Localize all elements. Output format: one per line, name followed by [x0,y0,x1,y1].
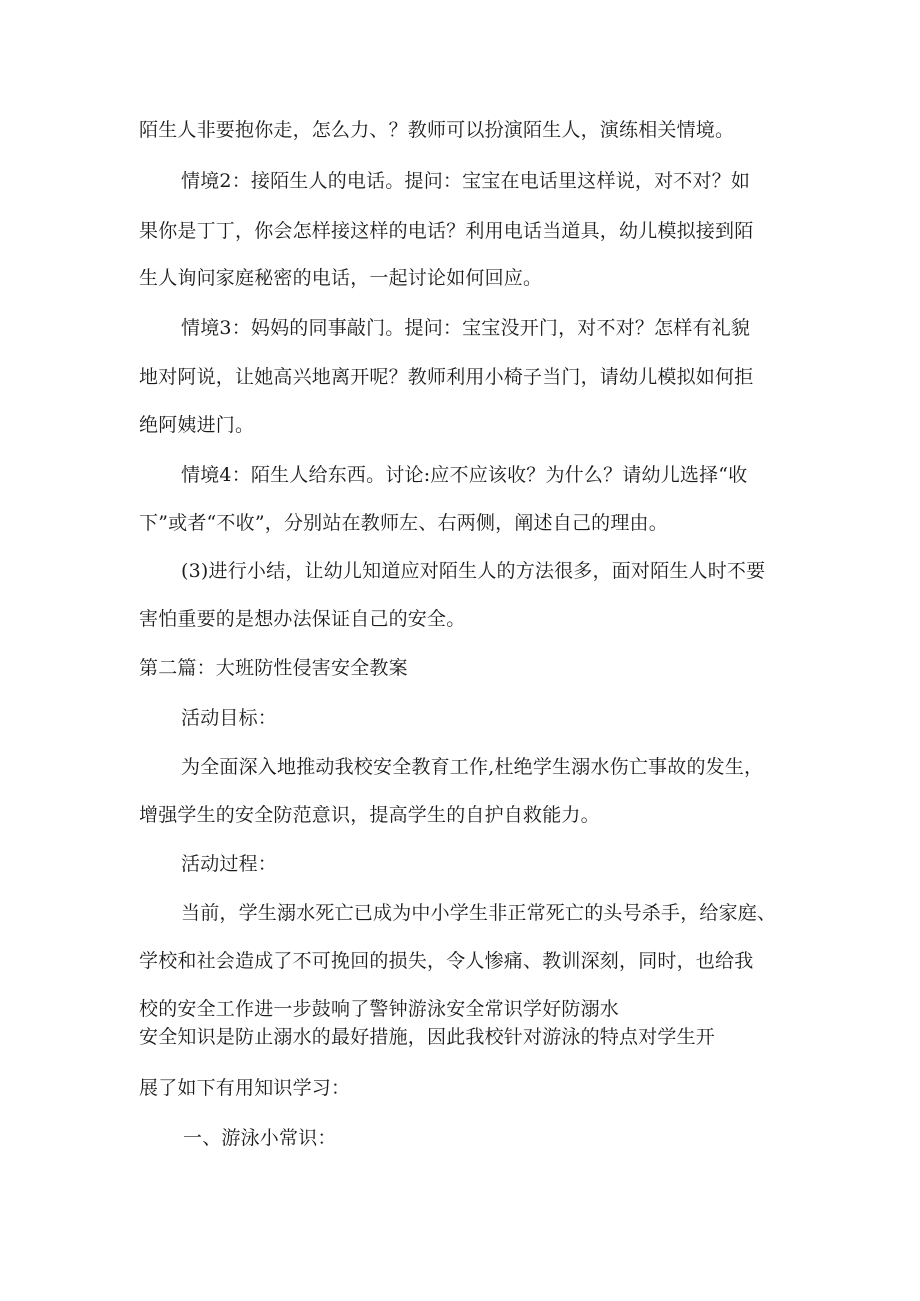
process-paragraph: 当前，学生溺水死亡已成为中小学生非正常死亡的头号杀手，给家庭、 [181,902,777,924]
swimming-tips-heading: 一、游泳小常识： [183,1127,337,1149]
body-text-line: 害怕重要的是想办法保证自己的安全。 [139,608,466,630]
body-text-line: 增强学生的安全防范意识，提高学生的自护自救能力。 [139,804,600,826]
scenario-2-paragraph: 情境2：接陌生人的电话。提问：宝宝在电话里这样说，对不对？如 [181,170,751,192]
activity-process-heading: 活动过程： [181,853,278,875]
scenario-4-paragraph: 情境4：陌生人给东西。讨论:应不应该收？为什么？请幼儿选择“收 [181,464,748,486]
body-text-line: 果你是丁丁，你会怎样接这样的电话？利用电话当道具，幼儿模拟接到陌 [139,220,754,242]
scenario-3-paragraph: 情境3：妈妈的同事敲门。提问：宝宝没开门，对不对？怎样有礼貌 [181,317,751,339]
body-text-line: 陌生人非要抱你走，怎么力、？教师可以扮演陌生人，演练相关情境。 [139,119,735,141]
goal-paragraph: 为全面深入地推动我校安全教育工作,杜绝学生溺水伤亡事故的发生， [181,756,764,778]
body-text-line: 绝阿姨进门。 [139,414,255,436]
activity-goal-heading: 活动目标： [181,707,278,729]
body-text-line: 展了如下有用知识学习： [139,1077,351,1099]
summary-paragraph: (3)进行小结，让幼儿知道应对陌生人的方法很多，面对陌生人时不要 [181,560,766,582]
body-text-line: 地对阿说，让她高兴地离开呢？教师利用小椅子当门，请幼儿模拟如何拒 [139,366,754,388]
body-text-line: 安全知识是防止溺水的最好措施，因此我校针对游泳的特点对学生开 [139,1026,716,1048]
section-heading: 第二篇：大班防性侵害安全教案 [139,657,408,679]
body-text-line: 校的安全工作进一步鼓响了警钟游泳安全常识学好防溺水 [139,998,620,1020]
body-text-line: 下”或者“不收”，分别站在教师左、右两侧，阐述自己的理由。 [139,512,668,534]
body-text-line: 学校和社会造成了不可挽回的损失，令人惨痛、教训深刻，同时，也给我 [139,950,754,972]
body-text-line: 生人询问家庭秘密的电话，一起讨论如何回应。 [139,267,543,289]
